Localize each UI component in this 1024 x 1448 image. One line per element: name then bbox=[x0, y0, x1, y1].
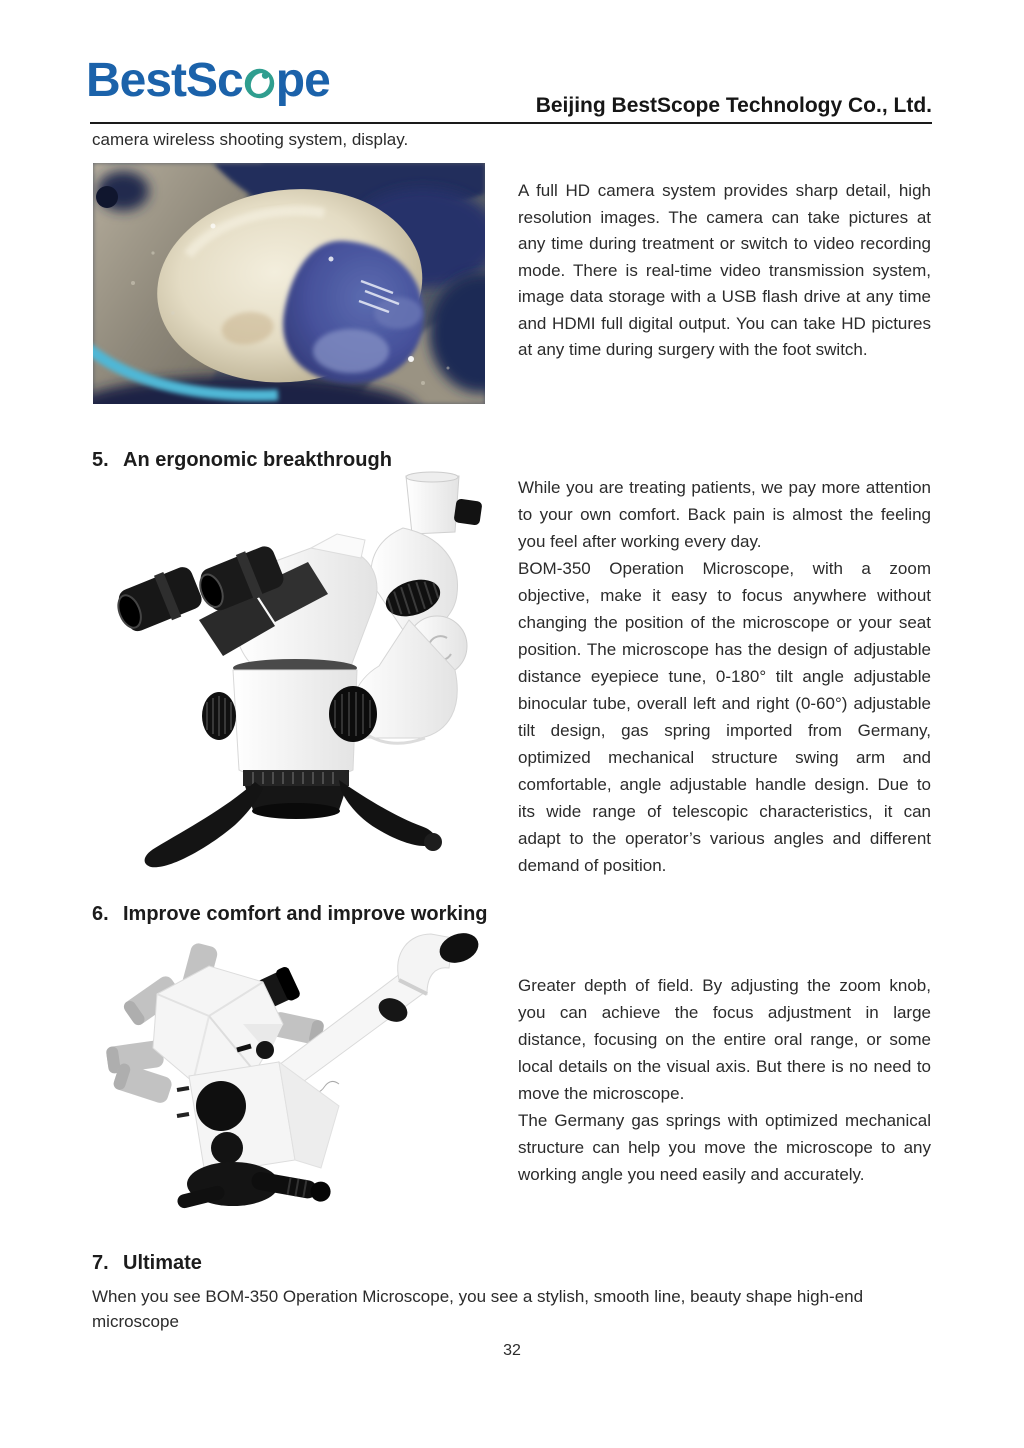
company-name: Beijing BestScope Technology Co., Ltd. bbox=[535, 94, 932, 117]
microscope-photo-ergonomic bbox=[103, 470, 503, 878]
paragraph-text: The Germany gas springs with optimized mechanical structure can help you move the microscope to any working angle you need easily and accurately. bbox=[518, 1111, 931, 1184]
tooth-under-microscope-image bbox=[93, 163, 485, 404]
paragraph-text: Greater depth of field. By adjusting the zoom knob, you can achieve the focus adjustment in large distance, focusing on the entire oral range, or some local details on the visual axis. But there is no need to move the microscope. bbox=[518, 976, 931, 1103]
microscope-photo-tilted bbox=[93, 928, 517, 1220]
lead-text: camera wireless shooting system, display. bbox=[92, 130, 409, 149]
section-title: An ergonomic breakthrough bbox=[123, 449, 392, 471]
paragraph-text: While you are treating patients, we pay more attention to your own comfort. Back pain is almost the feeling you feel after working every day. bbox=[518, 478, 931, 551]
bestscope-logo bbox=[86, 50, 330, 111]
section-7-paragraph: When you see BOM-350 Operation Microscope, you see a stylish, smooth line, beauty shape high-end microscope bbox=[92, 1287, 864, 1331]
section-6-heading bbox=[92, 903, 488, 926]
section-5-heading bbox=[92, 449, 392, 472]
dental-camera-photo bbox=[93, 163, 485, 404]
camera-paragraph bbox=[518, 178, 931, 364]
section-title: Ultimate bbox=[123, 1252, 202, 1274]
section-number: 7. bbox=[92, 1252, 109, 1274]
page-number: 32 bbox=[503, 1342, 521, 1359]
logo-text-right: pe bbox=[275, 54, 330, 107]
header-divider bbox=[90, 122, 932, 124]
adjustable-microscope-image bbox=[93, 928, 517, 1220]
section-number: 6. bbox=[92, 903, 109, 925]
section-7-heading bbox=[92, 1252, 202, 1275]
section-5-paragraphs bbox=[518, 474, 931, 879]
logo-lens-o-icon bbox=[244, 56, 275, 111]
operation-microscope-image bbox=[103, 470, 503, 878]
section-6-paragraphs bbox=[518, 972, 931, 1188]
paragraph-text: BOM-350 Operation Microscope, with a zoom objective, make it easy to focus anywhere without changing the position of the microscope or your seat position. The microscope has the design of adjustable distance eyepiece tune, 0-180° tilt angle adjustable binocular tube, overall left and right (0-60°) adjustable tilt design, gas spring imported from Germany, optimized mechanical structure swing arm and comfortable, angle adjustable handle design. Due to its wide range of telescopic characteristics, it can adapt to the operator’s various angles and different demand of position. bbox=[518, 559, 931, 875]
section-title: Improve comfort and improve working bbox=[123, 903, 488, 925]
paragraph-text: A full HD camera system provides sharp detail, high resolution images. The camera can take pictures at any time during treatment or switch to video recording mode. There is real-time video transmission system, image data storage with a USB flash drive at any time and HDMI full digital output. You can take HD pictures at any time during surgery with the foot switch. bbox=[518, 181, 931, 359]
logo-text-left: BestSc bbox=[86, 54, 243, 107]
section-number: 5. bbox=[92, 449, 109, 471]
